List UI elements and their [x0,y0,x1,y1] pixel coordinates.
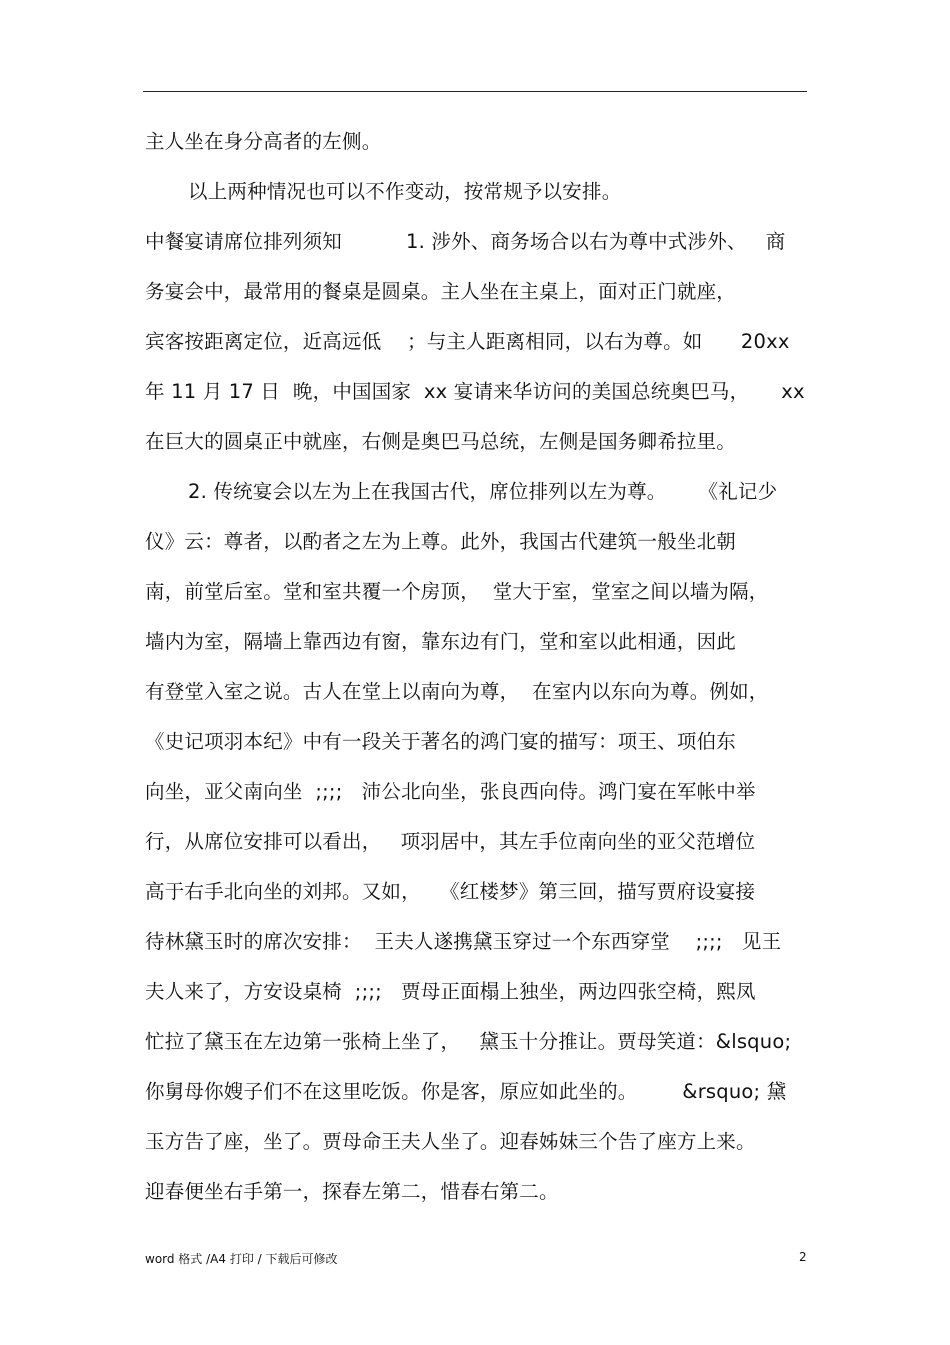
text-line-15: 行，从席位安排可以看出， 项羽居中，其左手位南向坐的亚父范增位 [145,830,756,853]
text-line-4: 务宴会中，最常用的餐桌是圆桌。主人坐在主桌上，面对正门就座， [145,280,737,303]
text-line-6: 年 11 月 17 日 晚，中国国家 xx 宴请来华访问的美国总统奥巴马， xx [145,380,805,403]
text-line-5: 宾客按距离定位，近高远低 ；与主人距离相同，以右为尊。如 20xx [145,330,790,353]
text-line-2: 以上两种情况也可以不作变动，按常规予以安排。 [188,180,622,203]
text-line-19: 忙拉了黛玉在左边第一张椅上坐了， 黛玉十分推让。贾母笑道：&lsquo; [145,1030,792,1053]
text-line-16: 高于右手北向坐的刘邦。又如， 《红楼梦》第三回，描写贾府设宴接 [145,880,756,903]
text-line-12: 有登堂入室之说。古人在堂上以南向为尊， 在室内以东向为尊。例如， [145,680,769,703]
header-rule [143,91,807,92]
text-line-1: 主人坐在身分高者的左侧。 [145,130,382,153]
text-line-8: 2. 传统宴会以左为上在我国古代，席位排列以左为尊。 《礼记少 [188,480,778,503]
text-line-17: 待林黛玉时的席次安排： 王夫人遂携黛玉穿过一个东西穿堂 ;;;; 见王 [145,930,782,953]
text-line-3: 中餐宴请席位排列须知 1. 涉外、商务场合以右为尊中式涉外、 商 [145,230,786,253]
text-line-18: 夫人来了，方安设桌椅 ;;;; 贾母正面榻上独坐，两边四张空椅，熙凤 [145,980,756,1003]
text-line-20: 你舅母你嫂子们不在这里吃饭。你是客，原应如此坐的。 &rsquo; 黛 [145,1080,787,1103]
text-line-9: 仪》云：尊者，以酌者之左为上尊。此外，我国古代建筑一般坐北朝 [145,530,737,553]
text-line-7: 在巨大的圆桌正中就座，右侧是奥巴马总统，左侧是国务卿希拉里。 [145,430,737,453]
text-line-21: 玉方告了座，坐了。贾母命王夫人坐了。迎春姊妹三个告了座方上来。 [145,1130,756,1153]
text-line-10: 南，前堂后室。堂和室共覆一个房顶， 堂大于室，堂室之间以墙为隔， [145,580,769,603]
text-line-11: 墙内为室，隔墙上靠西边有窗，靠东边有门，堂和室以此相通，因此 [145,630,737,653]
text-line-13: 《史记项羽本纪》中有一段关于著名的鸿门宴的描写：项王、项伯东 [145,730,737,753]
text-line-22: 迎春便坐右手第一，探春左第二，惜春右第二。 [145,1180,559,1203]
page-number: 2 [799,1250,807,1264]
text-line-14: 向坐，亚父南向坐 ;;;; 沛公北向坐，张良西向侍。鸿门宴在军帐中举 [145,780,756,803]
footer-note: word 格式 /A4 打印 / 下载后可修改 [145,1252,338,1266]
